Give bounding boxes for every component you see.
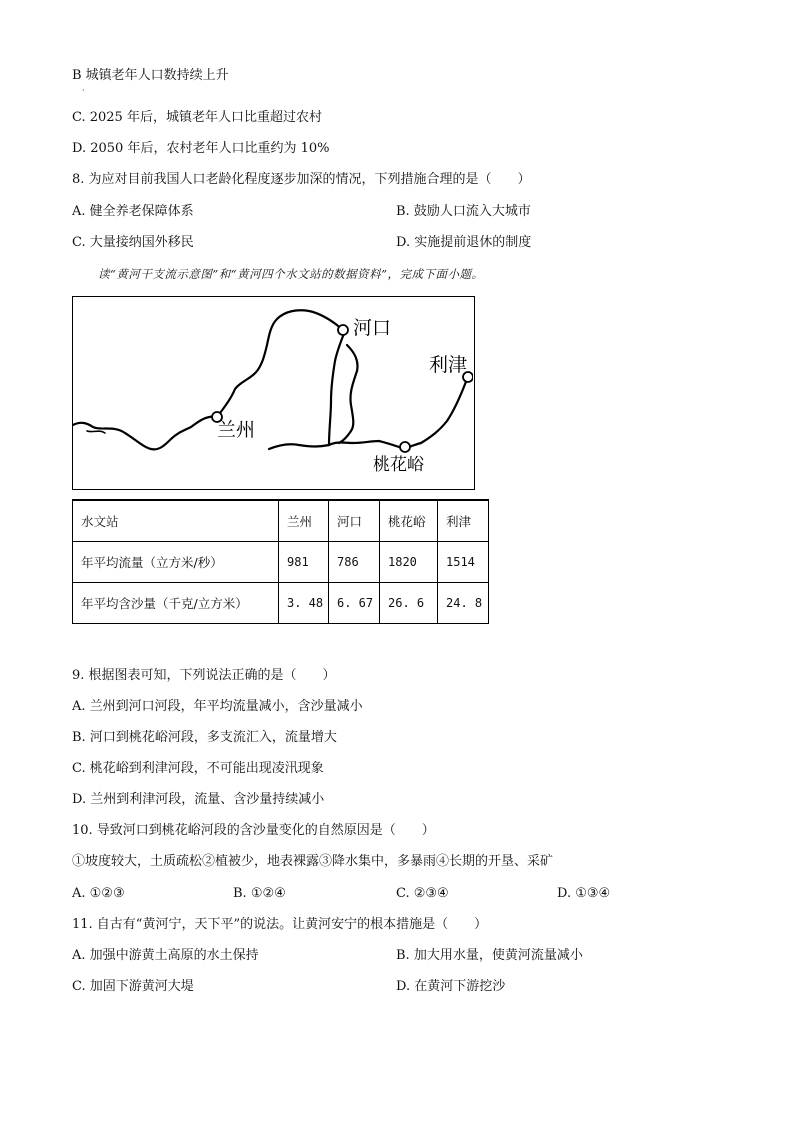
station-taohuayu-marker	[400, 442, 410, 452]
river-map-svg	[73, 297, 473, 488]
table-row	[73, 582, 489, 623]
table-header-cell: 水文站	[73, 500, 279, 541]
table-cell: 3. 48	[279, 582, 329, 623]
main-river-loop	[217, 310, 345, 417]
label-lijin: 利津	[429, 354, 468, 376]
q11-stem: 11. 自古有“黄河宁，天下平”的说法。让黄河安宁的根本措施是（ ）	[72, 917, 488, 932]
q8-option-c: C. 大量接纳国外移民	[72, 235, 194, 250]
tributary-wei	[269, 444, 329, 449]
q11-option-d: D. 在黄河下游挖沙	[396, 979, 506, 994]
table-header-row	[73, 500, 489, 541]
q8-option-d: D. 实施提前退休的制度	[396, 235, 532, 250]
q9-stem: 9. 根据图表可知，下列说法正确的是（ ）	[72, 668, 336, 683]
q10-stem: 10. 导致河口到桃花峪河段的含沙量变化的自然原因是（ ）	[72, 823, 435, 838]
main-river-jinshan	[329, 331, 345, 445]
label-hekou: 河口	[353, 317, 392, 339]
q9-option-a: A. 兰州到河口河段，年平均流量减小，含沙量减小	[72, 699, 363, 714]
table-row-label: 年平均含沙量（千克/立方米）	[73, 582, 279, 623]
hydro-data-table	[72, 499, 489, 624]
q10-option-c: C. ②③④	[396, 886, 449, 901]
label-taohuayu: 桃花峪	[373, 455, 424, 475]
q11-option-c: C. 加固下游黄河大堤	[72, 979, 194, 994]
main-river-lower	[329, 377, 469, 448]
table-header-cell: 兰州	[279, 500, 329, 541]
q7-option-c: C. 2025 年后，城镇老年人口比重超过农村	[72, 110, 322, 125]
q11-option-b: B. 加大用水量，使黄河流量减小	[396, 948, 583, 963]
label-lanzhou: 兰州	[217, 419, 256, 441]
table-header-cell: 桃花峪	[380, 500, 438, 541]
q10-option-a: A. ①②③	[72, 886, 125, 901]
table-cell: 786	[329, 541, 380, 582]
table-cell: 24. 8	[438, 582, 489, 623]
q10-items: ①坡度较大，土质疏松②植被少，地表裸露③降水集中，多暴雨④长期的开垦、采矿	[72, 854, 554, 869]
q8-option-a: A. 健全养老保障体系	[72, 204, 194, 219]
stray-dot: ·	[82, 86, 85, 95]
table-row-label: 年平均流量（立方米/秒）	[73, 541, 279, 582]
q8-stem: 8. 为应对目前我国人口老龄化程度逐步加深的情况，下列措施合理的是（ ）	[72, 172, 531, 187]
q11-option-a: A. 加强中游黄土高原的水土保持	[72, 948, 259, 963]
tributary-west	[87, 431, 105, 433]
station-hekou-marker	[338, 325, 348, 335]
table-header-cell: 河口	[329, 500, 380, 541]
q8-option-b: B. 鼓励人口流入大城市	[396, 204, 531, 219]
yellow-river-map	[72, 296, 475, 490]
q9-option-d: D. 兰州到利津河段，流量、含沙量持续减小	[72, 792, 325, 807]
table-cell: 1820	[380, 541, 438, 582]
table-row	[73, 541, 489, 582]
table-cell: 6. 67	[329, 582, 380, 623]
q7-option-d: D. 2050 年后，农村老年人口比重约为 10%	[72, 141, 330, 156]
table-cell: 1514	[438, 541, 489, 582]
table-header-cell: 利津	[438, 500, 489, 541]
q9-option-c: C. 桃花峪到利津河段，不可能出现凌汛现象	[72, 761, 324, 776]
q10-option-d: D. ①③④	[557, 886, 611, 901]
table-cell: 26. 6	[380, 582, 438, 623]
main-river-upper	[73, 417, 217, 450]
q7-option-b: B 城镇老年人口数持续上升	[72, 68, 229, 83]
q10-option-b: B. ①②④	[233, 886, 286, 901]
q9-option-b: B. 河口到桃花峪河段，多支流汇入，流量增大	[72, 730, 337, 745]
table-cell: 981	[279, 541, 329, 582]
section-intro: 读“黄河干支流示意图”和“黄河四个水文站的数据资料”，完成下面小题。	[98, 267, 484, 281]
tributary-east	[339, 345, 358, 443]
